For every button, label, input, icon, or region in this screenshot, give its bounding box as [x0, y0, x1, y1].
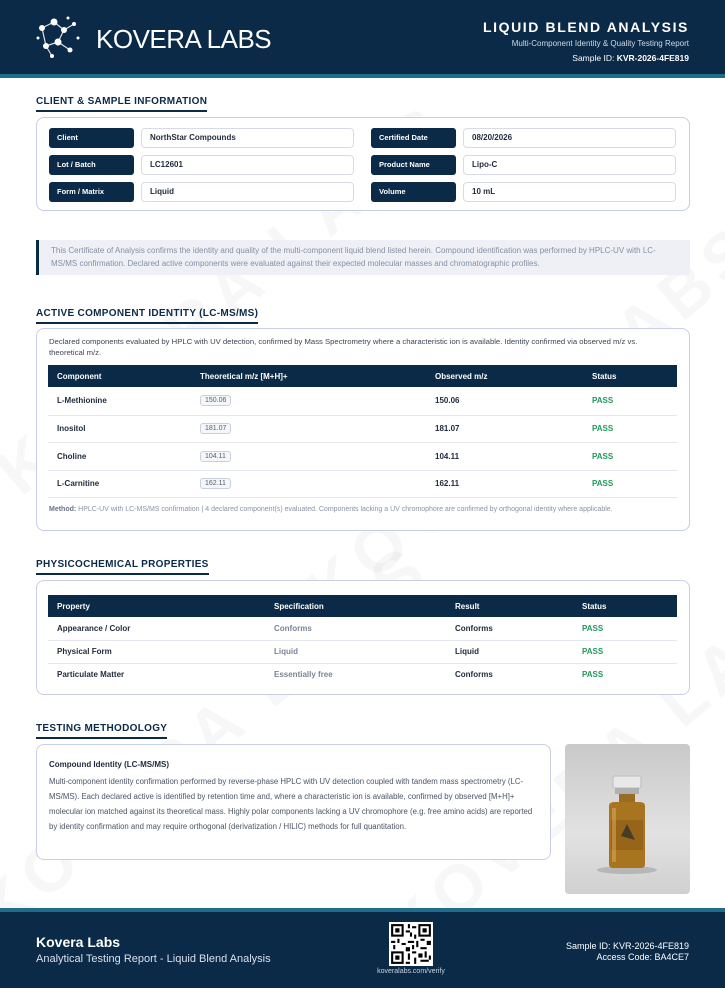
column-header: Component: [48, 365, 191, 387]
column-header: Property: [48, 595, 265, 617]
result: Liquid: [446, 640, 573, 663]
info-value: Lipo-C: [463, 155, 676, 175]
info-label: Lot / Batch: [49, 155, 134, 175]
specification: Liquid: [265, 640, 446, 663]
status-badge: PASS: [573, 617, 677, 640]
section-title-physchem: PHYSICOCHEMICAL PROPERTIES: [36, 559, 209, 575]
report-title: LIQUID BLEND ANALYSIS: [482, 19, 689, 35]
info-value: LC12601: [141, 155, 354, 175]
report-footer: [0, 912, 725, 988]
section-title-methodology: TESTING METHODOLOGY: [36, 723, 167, 739]
footer-sample-id: Sample ID: KVR-2026-4FE819: [565, 941, 689, 951]
certificate-notice: This Certificate of Analysis confirms the identity and quality of the multi-component liquid blend listed herein. Compound identification was performed by HPLC-UV with LC-MS/MS confirmation. Declared active components were evaluated against their expected molecular masses and chromatographic profiles.: [36, 240, 690, 275]
property-name: Appearance / Color: [48, 617, 265, 640]
qr-code-icon[interactable]: [389, 922, 433, 966]
verify-link[interactable]: koveralabs.com/verify: [377, 968, 445, 975]
specification: Conforms: [265, 617, 446, 640]
header-accent-stripe: [0, 74, 725, 78]
table-header-row: [48, 595, 677, 617]
column-header: Specification: [265, 595, 446, 617]
header-sample-id: Sample ID: KVR-2026-4FE819: [572, 53, 689, 63]
table-row: [48, 387, 677, 415]
table-row: [48, 663, 677, 686]
vial-icon: [565, 744, 690, 894]
status-badge: PASS: [582, 670, 604, 680]
property-name: Particulate Matter: [57, 670, 125, 680]
component-name: Choline: [48, 442, 191, 470]
observed-mz: 162.11: [426, 470, 583, 497]
amber-vial-photo: [565, 744, 690, 894]
report-subtitle: Multi-Component Identity & Quality Testing Report: [511, 39, 689, 48]
status-badge: PASS: [583, 442, 677, 470]
identity-description: Declared components evaluated by HPLC with UV detection, confirmed by Mass Spectrometry where a characteristic ion is available. Identity confirmed via observed m/z vs. theoretical m/z.: [49, 337, 638, 357]
table-row: [48, 470, 677, 497]
result: Conforms: [455, 670, 493, 680]
molecule-network-icon: [34, 12, 84, 62]
column-header: Status: [573, 595, 677, 617]
footer-access-code: Access Code: BA4CE7: [596, 952, 689, 962]
observed-mz: 104.11: [426, 442, 583, 470]
info-value: 08/20/2026: [463, 128, 676, 148]
status-badge: PASS: [583, 470, 677, 497]
component-name: L-Methionine: [48, 387, 191, 415]
section-title-client: CLIENT & SAMPLE INFORMATION: [36, 96, 207, 112]
table-row: [48, 442, 677, 470]
client-info-card: [36, 117, 690, 211]
table-header-row: [48, 365, 677, 387]
info-value: Liquid: [141, 182, 354, 202]
footer-subtitle: Analytical Testing Report - Liquid Blend Analysis: [36, 953, 271, 965]
physchem-table: [48, 595, 677, 686]
column-header: Observed m/z: [426, 365, 583, 387]
property-name: Physical Form: [48, 640, 265, 663]
theoretical-mz-badge: 162.11: [200, 478, 231, 489]
table-row: [48, 415, 677, 442]
brand-name: KOVERA LABS: [96, 24, 272, 54]
column-header: Result: [446, 595, 573, 617]
table-row: [48, 640, 677, 663]
info-label: Volume: [371, 182, 456, 202]
info-value: 10 mL: [463, 182, 676, 202]
method-note: Method: HPLC-UV with LC-MS/MS confirmation | 4 declared component(s) evaluated. Components lacking a UV chromophore are confirmed by orthogonal identity where applicable.: [49, 506, 613, 513]
observed-mz: 181.07: [426, 415, 583, 442]
methodology-subtitle: Compound Identity (LC-MS/MS): [49, 760, 169, 769]
table-row: [48, 617, 677, 640]
theoretical-mz-badge: 150.06: [200, 395, 231, 406]
report-header: [0, 0, 725, 74]
footer-company: Kovera Labs: [36, 934, 121, 950]
result: Conforms: [446, 617, 573, 640]
specification: Essentially free: [274, 670, 333, 680]
info-label: Product Name: [371, 155, 456, 175]
section-title-identity: ACTIVE COMPONENT IDENTITY (LC-MS/MS): [36, 308, 258, 324]
status-badge: PASS: [583, 415, 677, 442]
column-header: Status: [583, 365, 677, 387]
component-name: Inositol: [48, 415, 191, 442]
status-badge: PASS: [573, 640, 677, 663]
info-label: Client: [49, 128, 134, 148]
status-badge: PASS: [583, 387, 677, 415]
component-name: L-Carnitine: [48, 470, 191, 497]
info-label: Form / Matrix: [49, 182, 134, 202]
theoretical-mz-badge: 181.07: [200, 423, 231, 434]
methodology-body: Multi-component identity confirmation performed by reverse-phase HPLC with UV detection coupled with tandem mass spectrometry (LC-MS/MS). Each declared active is identified by retention time and, where a characteristic ion is available, confirmed by observed [M+H]+ molecular ion matched against its theoretical mass. Highly polar components lacking a UV chromophore (e.g. free amino acids) are reported by identity confirmation and may require orthogonal (derivatization / HILIC) methods for full quantitation.: [49, 777, 533, 831]
observed-mz: 150.06: [426, 387, 583, 415]
column-header: Theoretical m/z [M+H]+: [191, 365, 426, 387]
identity-table: [48, 365, 677, 498]
theoretical-mz-badge: 104.11: [200, 451, 231, 462]
info-value: NorthStar Compounds: [141, 128, 354, 148]
info-label: Certified Date: [371, 128, 456, 148]
